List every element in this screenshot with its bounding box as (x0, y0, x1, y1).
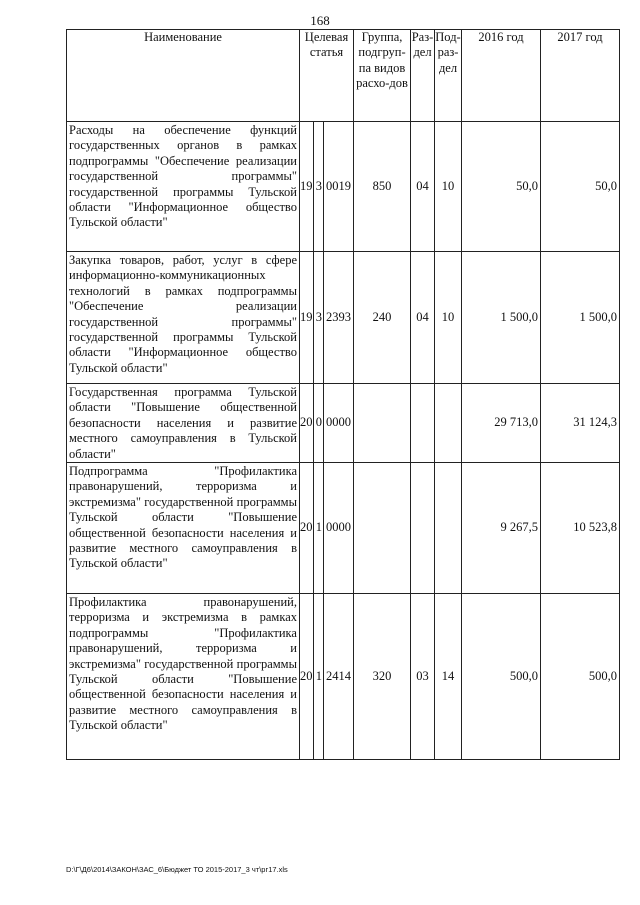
row-group: 320 (354, 594, 411, 760)
header-name: Наименование (67, 30, 300, 122)
row-name: Закупка товаров, работ, услуг в сфере информационно-коммуникационных технологий в рамках подпрограммы "Обеспечение реализации государственной программы" государственной программы Тульской области "Информационное общество Тульской области" (67, 252, 300, 384)
row-article-part2: 0 (314, 384, 324, 463)
row-group: 850 (354, 122, 411, 252)
row-value-2017: 50,0 (541, 122, 620, 252)
table-header-row (67, 30, 620, 122)
page-number: 168 (310, 13, 330, 28)
row-group (354, 463, 411, 594)
row-subsection: 10 (435, 122, 462, 252)
header-section: Раз-дел (411, 30, 435, 122)
row-name: Государственная программа Тульской области "Повышение общественной безопасности населения и развитие местного самоуправления в Тульской области" (67, 384, 300, 463)
row-group: 240 (354, 252, 411, 384)
row-article-part2: 3 (314, 122, 324, 252)
row-name: Подпрограмма "Профилактика правонарушений, терроризма и экстремизма" государственной программы Тульской области "Повышение общественной безопасности населения и развитие местного самоуправления в Тульской области" (67, 463, 300, 594)
row-subsection (435, 384, 462, 463)
row-value-2017: 10 523,8 (541, 463, 620, 594)
table-row (67, 122, 620, 252)
row-article-part1: 20 (300, 384, 314, 463)
table-row (67, 384, 620, 463)
row-section: 04 (411, 122, 435, 252)
row-subsection: 10 (435, 252, 462, 384)
row-article-part3: 2393 (324, 252, 354, 384)
row-article-part1: 19 (300, 122, 314, 252)
row-value-2016: 50,0 (462, 122, 541, 252)
row-value-2016: 9 267,5 (462, 463, 541, 594)
header-2016: 2016 год (462, 30, 541, 122)
header-subsection: Под-раз-дел (435, 30, 462, 122)
row-article-part3: 0000 (324, 463, 354, 594)
row-value-2017: 1 500,0 (541, 252, 620, 384)
table-row (67, 252, 620, 384)
table-row (67, 594, 620, 760)
row-value-2016: 1 500,0 (462, 252, 541, 384)
row-article-part1: 20 (300, 463, 314, 594)
row-article-part3: 0019 (324, 122, 354, 252)
row-section (411, 384, 435, 463)
row-article-part3: 2414 (324, 594, 354, 760)
file-path-footer: D:\Г\Д6\2014\ЗАКОН\ЗАС_6\Бюджет ТО 2015-2017_3 чт\рг17.xls (66, 865, 288, 874)
budget-table (66, 29, 620, 760)
header-2017: 2017 год (541, 30, 620, 122)
table-row (67, 463, 620, 594)
row-section (411, 463, 435, 594)
row-value-2017: 500,0 (541, 594, 620, 760)
row-group (354, 384, 411, 463)
row-subsection: 14 (435, 594, 462, 760)
row-name: Расходы на обеспечение функций государственных органов в рамках подпрограммы "Обеспечение реализации государственной программы" государственной программы Тульской области "Информационное общество Тульской области" (67, 122, 300, 252)
row-article-part1: 20 (300, 594, 314, 760)
row-article-part1: 19 (300, 252, 314, 384)
row-section: 04 (411, 252, 435, 384)
header-target-article: Целевая статья (300, 30, 354, 122)
row-article-part2: 3 (314, 252, 324, 384)
row-subsection (435, 463, 462, 594)
row-article-part3: 0000 (324, 384, 354, 463)
row-article-part2: 1 (314, 463, 324, 594)
row-name: Профилактика правонарушений, терроризма и экстремизма в рамках подпрограммы "Профилактика правонарушений, терроризма и экстремизма" государственной программы Тульской области "Повышение общественной безопасности населения и развитие местного самоуправления в Тульской области" (67, 594, 300, 760)
row-value-2017: 31 124,3 (541, 384, 620, 463)
row-value-2016: 29 713,0 (462, 384, 541, 463)
row-article-part2: 1 (314, 594, 324, 760)
row-value-2016: 500,0 (462, 594, 541, 760)
row-section: 03 (411, 594, 435, 760)
header-group: Группа, подгруп-па видов расхо-дов (354, 30, 411, 122)
